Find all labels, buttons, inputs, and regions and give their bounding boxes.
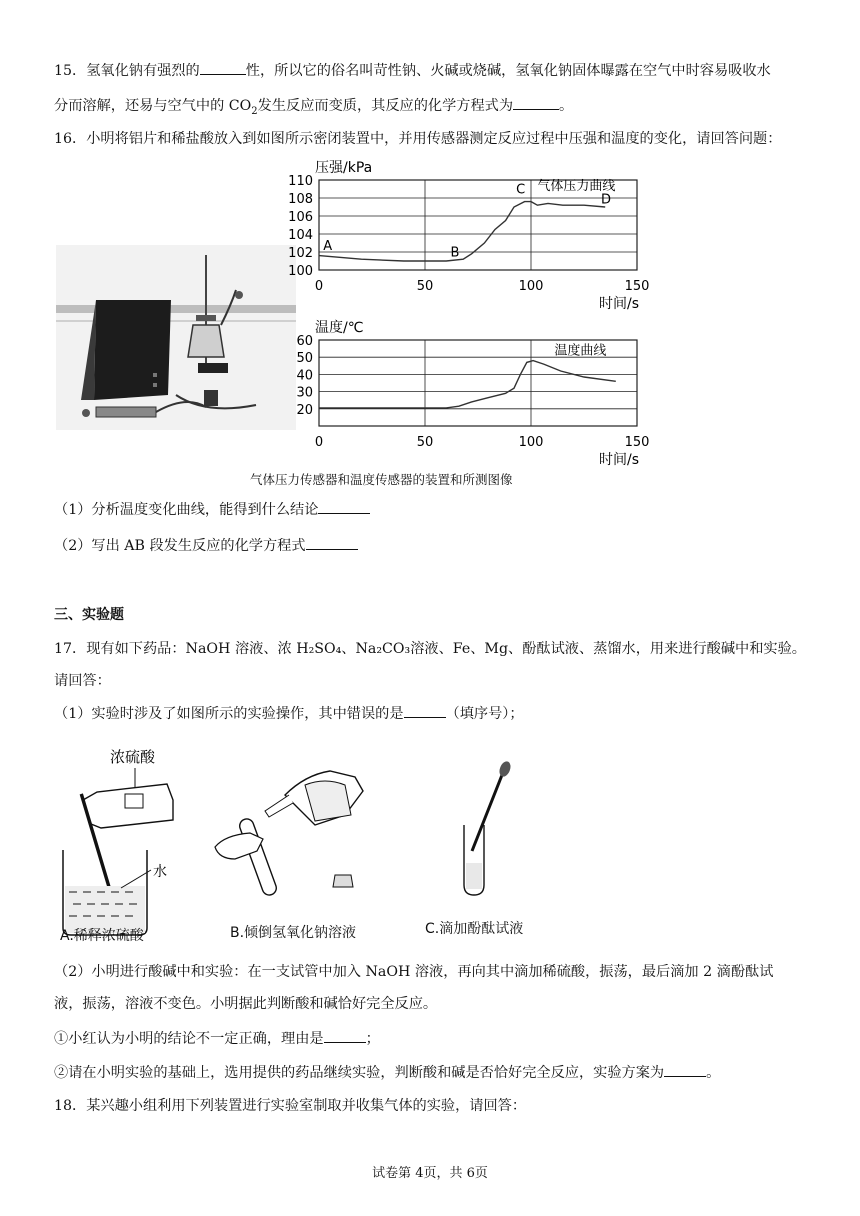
x-tick-label: 50: [416, 435, 434, 450]
figure-caption: 气体压力传感器和温度传感器的装置和所测图像: [250, 472, 513, 487]
x-tick-label: 100: [518, 435, 544, 450]
y-axis-label: 压强/kPa: [315, 160, 373, 176]
q17-sub1-text: （1）实验时涉及了如图所示的实验操作，其中错误的是: [54, 706, 404, 722]
answer-blank: [513, 95, 559, 110]
page-footer: 试卷第 4页，共 6页: [372, 1166, 488, 1181]
q16-sub2-text: （2）写出 AB 段发生反应的化学方程式: [54, 538, 306, 554]
answer-blank: [404, 703, 446, 718]
figure-c-caption: C.滴加酚酞试液: [425, 921, 524, 937]
x-tick-label: 50: [416, 279, 434, 294]
point-label-B: B: [450, 245, 460, 261]
answer-blank: [306, 535, 358, 550]
section-title: 三、实验题: [54, 607, 124, 623]
q17-sub2-line1: （2）小明进行酸碱中和实验：在一支试管中加入 NaOH 溶液，再向其中滴加稀硫酸，振荡，最后滴加 2 滴酚酞试: [54, 964, 774, 980]
x-tick-label: 150: [624, 279, 650, 294]
q15-text-a: 15．氢氧化钠有强烈的: [54, 63, 200, 79]
q16-sub1: [54, 499, 370, 520]
apparatus-photo: [56, 245, 296, 430]
figure-a-dilute-acid: [55, 740, 205, 945]
series-title: 气体压力曲线: [537, 178, 616, 194]
y-tick-label: 100: [288, 264, 313, 279]
x-tick-label: 0: [314, 279, 324, 294]
figure-b-pour-naoh: [205, 755, 385, 905]
q15-text-e: 。: [559, 98, 574, 114]
answer-blank: [324, 1028, 366, 1043]
q15-subscript: 2: [251, 105, 258, 117]
y-tick-label: 104: [288, 228, 313, 243]
q17-c1-tail: ；: [365, 1031, 380, 1047]
q18-stem: 18．某兴趣小组利用下列装置进行实验室制取并收集气体的实验，请回答：: [54, 1098, 527, 1114]
q17-c1-text: ①小红认为小明的结论不一定正确，理由是: [54, 1031, 324, 1047]
temperature-chart: [296, 320, 660, 480]
q17-c2-tail: 。: [706, 1065, 721, 1081]
chart-marks: [319, 178, 615, 261]
q17-sub1: [54, 703, 524, 724]
q17-line1: 17．现有如下药品：NaOH 溶液、浓 H₂SO₄、Na₂CO₃溶液、Fe、Mg、酚酞试液、蒸馏水，用来进行酸碱中和实验。: [54, 641, 806, 657]
figure-b-caption: B.倾倒氢氧化钠溶液: [230, 925, 357, 941]
chart-marks: [319, 343, 616, 408]
q15-line1: [54, 60, 771, 81]
y-tick-label: 110: [288, 174, 313, 189]
point-label-C: C: [516, 182, 526, 198]
series-line: [319, 361, 616, 408]
x-axis-label: 时间/s: [599, 296, 640, 312]
y-tick-label: 30: [296, 385, 313, 401]
x-tick-label: 150: [624, 435, 650, 450]
x-tick-label: 100: [518, 279, 544, 294]
q17-c2-text: ②请在小明实验的基础上，选用提供的药品继续实验，判断酸和碱是否恰好完全反应，实验方案为: [54, 1065, 665, 1081]
figure-a-water-label: 水: [153, 864, 167, 880]
q16-sub1-text: （1）分析温度变化曲线，能得到什么结论: [54, 502, 319, 518]
q17-sub2-line2: 液，振荡，溶液不变色。小明据此判断酸和碱恰好完全反应。: [54, 996, 438, 1012]
q15-text-c: 分而溶解，还易与空气中的 CO: [54, 98, 252, 114]
answer-blank: [318, 499, 370, 514]
q15-line2: [54, 95, 573, 122]
y-axis-label: 温度/℃: [315, 320, 364, 336]
pressure-chart: [288, 152, 660, 322]
q17-sub1-tail: （填序号）；: [445, 706, 524, 722]
y-tick-label: 106: [288, 210, 313, 225]
x-tick-label: 0: [314, 435, 324, 450]
q16-sub2: [54, 535, 358, 556]
answer-blank: [664, 1062, 706, 1077]
figure-a-caption: A.稀释浓硫酸: [60, 928, 144, 944]
y-tick-label: 40: [296, 368, 313, 384]
q16-stem-text: 16．小明将铝片和稀盐酸放入到如图所示密闭装置中，并用传感器测定反应过程中压强和温度的变化，请回答问题：: [54, 131, 782, 147]
q17-c1: [54, 1028, 380, 1049]
y-tick-label: 102: [288, 246, 313, 261]
figure-a-bottle-label: 浓硫酸: [110, 748, 156, 766]
point-label-D: D: [600, 192, 611, 208]
q15-text-d: 发生反应而变质，其反应的化学方程式为: [257, 98, 514, 114]
y-tick-label: 50: [296, 351, 313, 367]
y-tick-label: 20: [296, 402, 313, 418]
point-label-A: A: [323, 239, 333, 255]
q17-line2: 请回答：: [54, 673, 111, 689]
y-tick-label: 60: [296, 334, 313, 349]
q17-c2: [54, 1062, 720, 1083]
x-axis-label: 时间/s: [599, 452, 640, 468]
answer-blank: [200, 60, 246, 75]
chart-grid: [296, 319, 649, 468]
figure-c-add-phenolphthalein: [450, 755, 530, 905]
y-tick-label: 108: [288, 192, 313, 207]
q15-text-b: 性，所以它的俗名叫苛性钠、火碱或烧碱，氢氧化钠固体曝露在空气中时容易吸收水: [245, 63, 771, 79]
q16-stem: [54, 129, 781, 149]
series-title: 温度曲线: [554, 343, 607, 359]
